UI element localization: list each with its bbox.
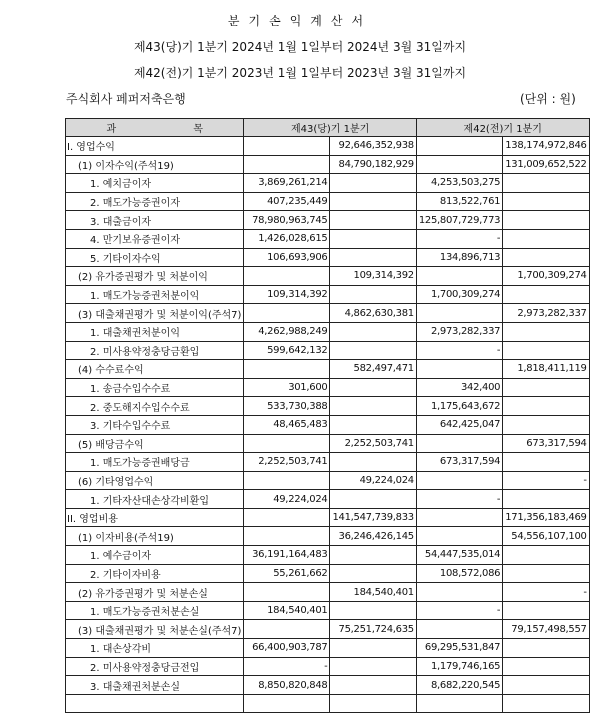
current-detail: 55,261,662: [244, 564, 330, 583]
current-subtotal: [330, 211, 416, 230]
prior-subtotal: [503, 397, 589, 416]
prior-subtotal: [503, 453, 589, 472]
partial-cell: [503, 694, 589, 713]
current-subtotal: [330, 415, 416, 434]
row-label: 2. 기타이자비용: [66, 564, 244, 583]
current-subtotal: [330, 639, 416, 658]
current-detail: 4,262,988,249: [244, 322, 330, 341]
current-detail: [244, 155, 330, 174]
row-label: (5) 배당금수익: [66, 434, 244, 453]
row-label: 1. 매도가능증권처분이익: [66, 285, 244, 304]
prior-subtotal: [503, 211, 589, 230]
row-label: 2. 중도해지수입수수료: [66, 397, 244, 416]
partial-cell: [244, 694, 330, 713]
prior-subtotal: [503, 657, 589, 676]
prior-detail: -: [416, 490, 502, 509]
partial-cell: [66, 694, 244, 713]
table-row: [66, 304, 590, 323]
current-subtotal: [330, 378, 416, 397]
current-subtotal: 2,252,503,741: [330, 434, 416, 453]
current-subtotal: [330, 564, 416, 583]
row-label: (4) 수수료수익: [66, 360, 244, 379]
current-subtotal: [330, 341, 416, 360]
current-detail: 8,850,820,848: [244, 676, 330, 695]
row-label: 1. 대출채권처분이익: [66, 322, 244, 341]
current-period: 제43(당)기 1분기 2024년 1월 1일부터 2024년 3월 31일까지: [133, 40, 467, 54]
table-row: [66, 229, 590, 248]
row-label: 1. 예수금이자: [66, 546, 244, 565]
current-subtotal: [330, 192, 416, 211]
unit-label: (단위 : 원): [520, 92, 576, 106]
header-item-b: 목: [193, 124, 203, 135]
table-row: [66, 508, 590, 527]
table-row: [66, 211, 590, 230]
current-detail: [244, 471, 330, 490]
table-row: [66, 415, 590, 434]
table-row: [66, 360, 590, 379]
current-detail: 66,400,903,787: [244, 639, 330, 658]
prior-detail: [416, 527, 502, 546]
current-detail: 1,426,028,615: [244, 229, 330, 248]
current-subtotal: 582,497,471: [330, 360, 416, 379]
prior-subtotal: -: [503, 471, 589, 490]
prior-subtotal: 131,009,652,522: [503, 155, 589, 174]
current-subtotal: 36,246,426,145: [330, 527, 416, 546]
current-subtotal: [330, 397, 416, 416]
row-label: 4. 만기보유증권이자: [66, 229, 244, 248]
row-label: (2) 유가증권평가 및 처분손실: [66, 583, 244, 602]
header-item-a: 과: [106, 124, 117, 135]
prior-subtotal: 1,818,411,119: [503, 360, 589, 379]
prior-detail: 342,400: [416, 378, 502, 397]
table-row: [66, 248, 590, 267]
row-label: 1. 기타자산대손상각비환입: [66, 490, 244, 509]
prior-subtotal: [503, 639, 589, 658]
row-label: (3) 대출채권평가 및 처분손실(주석7): [66, 620, 244, 639]
prior-detail: 1,179,746,165: [416, 657, 502, 676]
table-row: [66, 490, 590, 509]
prior-subtotal: [503, 341, 589, 360]
prior-detail: [416, 137, 502, 156]
prior-subtotal: 1,700,309,274: [503, 267, 589, 286]
current-detail: [244, 267, 330, 286]
prior-subtotal: [503, 676, 589, 695]
current-subtotal: [330, 285, 416, 304]
current-detail: 184,540,401: [244, 601, 330, 620]
prior-subtotal: [503, 248, 589, 267]
table-row: [66, 546, 590, 565]
prior-subtotal: 54,556,107,100: [503, 527, 589, 546]
row-label: (1) 이자수익(주석19): [66, 155, 244, 174]
current-subtotal: [330, 601, 416, 620]
prior-detail: 8,682,220,545: [416, 676, 502, 695]
current-detail: 3,869,261,214: [244, 174, 330, 193]
current-detail: 2,252,503,741: [244, 453, 330, 472]
current-subtotal: [330, 174, 416, 193]
prior-detail: [416, 508, 502, 527]
prior-detail: 108,572,086: [416, 564, 502, 583]
current-subtotal: 75,251,724,635: [330, 620, 416, 639]
statement-title: 분기손익계산서: [227, 14, 373, 28]
row-label: 2. 미사용약정충당금전입: [66, 657, 244, 676]
table-row: [66, 676, 590, 695]
row-label: 1. 송금수입수수료: [66, 378, 244, 397]
prior-subtotal: [503, 601, 589, 620]
table-row: [66, 583, 590, 602]
prior-subtotal: 673,317,594: [503, 434, 589, 453]
prior-subtotal: 2,973,282,337: [503, 304, 589, 323]
prior-detail: [416, 583, 502, 602]
prior-detail: 54,447,535,014: [416, 546, 502, 565]
prior-subtotal: [503, 192, 589, 211]
row-label: 2. 미사용약정충당금환입: [66, 341, 244, 360]
prior-subtotal: [503, 174, 589, 193]
current-detail: [244, 508, 330, 527]
current-detail: [244, 527, 330, 546]
row-label: (6) 기타영업수익: [66, 471, 244, 490]
prior-subtotal: [503, 322, 589, 341]
prior-subtotal: 171,356,183,469: [503, 508, 589, 527]
prior-subtotal: [503, 490, 589, 509]
row-label: 5. 기타이자수익: [66, 248, 244, 267]
table-row: [66, 397, 590, 416]
row-label: 2. 매도가능증권이자: [66, 192, 244, 211]
current-subtotal: [330, 657, 416, 676]
row-label: I. 영업수익: [66, 137, 244, 156]
prior-detail: 813,522,761: [416, 192, 502, 211]
row-label: (3) 대출채권평가 및 처분이익(주석7): [66, 304, 244, 323]
prior-detail: 4,253,503,275: [416, 174, 502, 193]
current-detail: 49,224,024: [244, 490, 330, 509]
row-label: 3. 기타수입수수료: [66, 415, 244, 434]
table-row: [66, 378, 590, 397]
current-subtotal: [330, 322, 416, 341]
prior-detail: [416, 434, 502, 453]
prior-subtotal: [503, 285, 589, 304]
table-row: [66, 137, 590, 156]
current-detail: 533,730,388: [244, 397, 330, 416]
prior-detail: [416, 620, 502, 639]
table-row: [66, 564, 590, 583]
prior-detail: 1,700,309,274: [416, 285, 502, 304]
table-row: [66, 657, 590, 676]
prior-detail: [416, 304, 502, 323]
table-header-row: [66, 119, 590, 137]
income-statement-table: [65, 118, 590, 713]
current-detail: [244, 583, 330, 602]
row-label: (1) 이자비용(주석19): [66, 527, 244, 546]
current-subtotal: 184,540,401: [330, 583, 416, 602]
row-label: 3. 대출금이자: [66, 211, 244, 230]
current-detail: 109,314,392: [244, 285, 330, 304]
prior-detail: -: [416, 341, 502, 360]
table-row: [66, 527, 590, 546]
prior-detail: -: [416, 229, 502, 248]
row-label: 1. 예치금이자: [66, 174, 244, 193]
table-row: [66, 155, 590, 174]
row-label: 1. 대손상각비: [66, 639, 244, 658]
prior-detail: [416, 360, 502, 379]
current-detail: 48,465,483: [244, 415, 330, 434]
prior-subtotal: [503, 546, 589, 565]
current-detail: 301,600: [244, 378, 330, 397]
table-row-partial: [66, 694, 590, 713]
prior-detail: [416, 471, 502, 490]
current-detail: [244, 304, 330, 323]
current-detail: [244, 137, 330, 156]
prior-detail: 642,425,047: [416, 415, 502, 434]
current-subtotal: 141,547,739,833: [330, 508, 416, 527]
table-row: [66, 267, 590, 286]
current-subtotal: 84,790,182,929: [330, 155, 416, 174]
current-subtotal: [330, 248, 416, 267]
column-header-item: [66, 119, 244, 137]
prior-subtotal: [503, 415, 589, 434]
partial-cell: [330, 694, 416, 713]
prior-detail: 673,317,594: [416, 453, 502, 472]
prior-subtotal: [503, 564, 589, 583]
current-subtotal: 109,314,392: [330, 267, 416, 286]
current-detail: 599,642,132: [244, 341, 330, 360]
current-detail: 36,191,164,483: [244, 546, 330, 565]
current-detail: [244, 360, 330, 379]
prior-detail: 125,807,729,773: [416, 211, 502, 230]
current-subtotal: [330, 676, 416, 695]
prior-subtotal: 138,174,972,846: [503, 137, 589, 156]
prior-subtotal: 79,157,498,557: [503, 620, 589, 639]
column-header-current: 제43(당)기 1분기: [244, 119, 416, 137]
table-row: [66, 639, 590, 658]
prior-detail: -: [416, 601, 502, 620]
row-label: (2) 유가증권평가 및 처분이익: [66, 267, 244, 286]
prior-detail: 134,896,713: [416, 248, 502, 267]
table-row: [66, 434, 590, 453]
prior-period: 제42(전)기 1분기 2023년 1월 1일부터 2023년 3월 31일까지: [133, 66, 467, 80]
current-subtotal: [330, 453, 416, 472]
table-row: [66, 601, 590, 620]
partial-cell: [416, 694, 502, 713]
table-row: [66, 471, 590, 490]
row-label: 3. 대출채권처분손실: [66, 676, 244, 695]
current-detail: -: [244, 657, 330, 676]
row-label: 1. 매도가능증권처분손실: [66, 601, 244, 620]
table-row: [66, 192, 590, 211]
table-row: [66, 322, 590, 341]
current-detail: [244, 620, 330, 639]
current-subtotal: [330, 229, 416, 248]
row-label: II. 영업비용: [66, 508, 244, 527]
table-row: [66, 174, 590, 193]
current-detail: [244, 434, 330, 453]
column-header-prior: 제42(전)기 1분기: [416, 119, 589, 137]
current-detail: 407,235,449: [244, 192, 330, 211]
prior-detail: [416, 267, 502, 286]
current-subtotal: 92,646,352,938: [330, 137, 416, 156]
table-row: [66, 620, 590, 639]
table-row: [66, 453, 590, 472]
prior-subtotal: [503, 378, 589, 397]
prior-subtotal: [503, 229, 589, 248]
current-subtotal: [330, 490, 416, 509]
table-row: [66, 341, 590, 360]
prior-subtotal: -: [503, 583, 589, 602]
prior-detail: 2,973,282,337: [416, 322, 502, 341]
current-subtotal: [330, 546, 416, 565]
table-row: [66, 285, 590, 304]
prior-detail: [416, 155, 502, 174]
current-subtotal: 49,224,024: [330, 471, 416, 490]
current-subtotal: 4,862,630,381: [330, 304, 416, 323]
company-name: 주식회사 페퍼저축은행: [66, 92, 186, 106]
current-detail: 78,980,963,745: [244, 211, 330, 230]
prior-detail: 69,295,531,847: [416, 639, 502, 658]
current-detail: 106,693,906: [244, 248, 330, 267]
row-label: 1. 매도가능증권배당금: [66, 453, 244, 472]
prior-detail: 1,175,643,672: [416, 397, 502, 416]
